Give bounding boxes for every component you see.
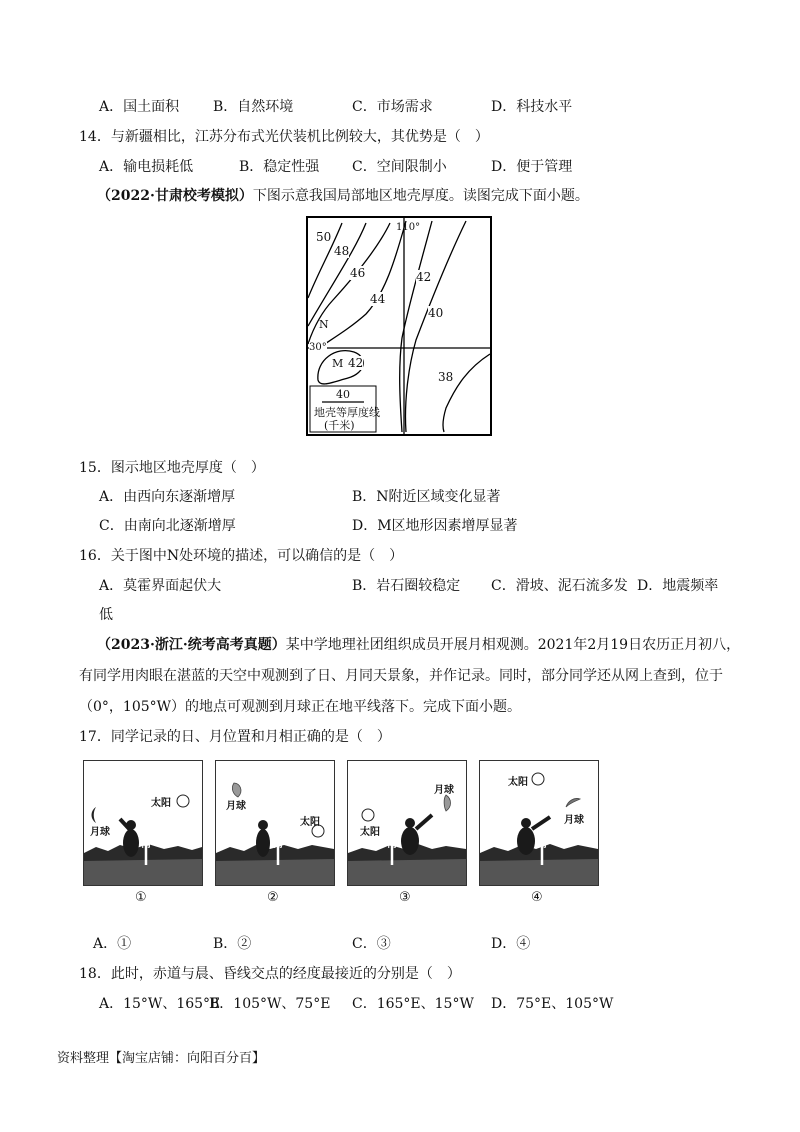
q15-stem: 15．图示地区地壳厚度（ ） — [79, 460, 265, 476]
contour-label-38: 38 — [438, 370, 454, 384]
contour-label-40: 40 — [428, 306, 444, 320]
q14-option-a: A．输电损耗低 — [99, 159, 194, 175]
photo-3-caption: ③ — [399, 890, 411, 905]
intro-1-source: （2022·甘肃校考模拟） — [97, 188, 253, 204]
q18-option-c: C．165°E、15°W — [352, 996, 474, 1012]
contour-40 — [405, 221, 466, 432]
intro-2-source: （2023·浙江·统考高考真题） — [97, 637, 286, 653]
photo-2-sun-label: 太阳 — [300, 817, 320, 828]
q17-option-d: D．④ — [491, 936, 531, 952]
photo-1-moon-label: 月球 — [90, 827, 110, 838]
q14-option-c: C．空间限制小 — [352, 159, 447, 175]
q18-option-d: D．75°E、105°W — [491, 996, 614, 1012]
q14-option-b: B．稳定性强 — [239, 159, 320, 175]
q16-option-a: A．莫霍界面起伏大 — [99, 578, 222, 594]
intro-1 — [97, 186, 589, 206]
q14-option-d: D．便于管理 — [491, 159, 573, 175]
photo-2 — [215, 760, 335, 886]
photo-4-dir-label: 南 — [537, 839, 547, 850]
q18-option-b: B．105°W、75°E — [209, 996, 331, 1012]
photo-4-sun-label: 太阳 — [508, 777, 528, 788]
q16-stem: 16．关于图中N处环境的描述，可以确信的是（ ） — [79, 548, 404, 564]
q15-option-d: D．M区地形因素增厚显著 — [352, 518, 518, 534]
photo-1-caption: ① — [135, 890, 147, 905]
intro-1-text: 下图示意我国局部地区地壳厚度。读图完成下面小题。 — [252, 188, 589, 204]
photo-4-moon-label: 月球 — [564, 815, 584, 826]
q14-stem: 14．与新疆相比，江苏分布式光伏装机比例较大，其优势是（ ） — [79, 129, 489, 145]
q15-option-b: B．N附近区域变化显著 — [352, 489, 501, 505]
photo-2-dir-label: 南 — [273, 839, 283, 850]
page-footer: 资料整理【淘宝店铺：向阳百分百】 — [57, 1051, 266, 1066]
photo-1-dir-label: 南 — [141, 839, 151, 850]
contour-38 — [443, 354, 490, 432]
q18-option-a: A．15°W、165°E — [99, 996, 221, 1012]
q18-stem: 18．此时，赤道与晨、昏线交点的经度最接近的分别是（ ） — [79, 966, 461, 982]
intro-2-line1 — [97, 635, 740, 655]
q16-option-b: B．岩石圈较稳定 — [352, 578, 461, 594]
photo-3-moon-label: 月球 — [434, 785, 454, 796]
q15-option-a: A．由西向东逐渐增厚 — [99, 489, 236, 505]
contour-label-50: 50 — [316, 230, 332, 244]
point-m: M — [332, 357, 344, 370]
photo-1-sun-label: 太阳 — [151, 798, 171, 809]
photo-1 — [83, 760, 203, 886]
photo-2-caption: ② — [267, 890, 279, 905]
intro-2-line3: （0°，105°W）的地点可观测到月球正在地平线落下。完成下面小题。 — [79, 699, 522, 715]
legend-line1: 地壳等厚度线 — [314, 406, 380, 419]
q15-option-c: C．由南向北逐渐增厚 — [99, 518, 236, 534]
q16-option-c: C．滑坡、泥石流多发 — [491, 578, 628, 594]
photo-2-moon-label: 月球 — [226, 801, 246, 812]
contour-label-46: 46 — [350, 266, 366, 280]
point-n: N — [319, 318, 329, 331]
q13-option-c: C．市场需求 — [352, 99, 433, 115]
contour-label-42a: 42 — [416, 270, 432, 284]
legend-value: 40 — [336, 388, 350, 401]
q17-option-a: A．① — [93, 936, 132, 952]
legend-line2: (千米) — [324, 419, 355, 432]
contour-label-48: 48 — [334, 244, 350, 258]
photo-3 — [347, 760, 467, 886]
contour-label-42b: 42 — [348, 356, 364, 370]
q13-option-d: D．科技水平 — [491, 99, 573, 115]
photo-3-sun-label: 太阳 — [360, 827, 380, 838]
photo-4 — [479, 760, 599, 886]
q13-option-a: A．国土面积 — [99, 99, 180, 115]
photo-3-dir-label: 南 — [387, 839, 397, 850]
q17-option-c: C．③ — [352, 936, 391, 952]
q16-option-d: D．地震频率 — [637, 578, 719, 594]
photo-4-caption: ④ — [531, 890, 543, 905]
contour-label-44: 44 — [370, 292, 386, 306]
crust-thickness-map — [306, 216, 492, 436]
q16-option-d-wrap: 低 — [99, 607, 113, 623]
intro-2-text1: 某中学地理社团组织成员开展月相观测。2021年2月19日农历正月初八， — [285, 637, 741, 653]
moon-photo-row — [83, 760, 613, 910]
lon-label: 110° — [396, 222, 421, 233]
q17-stem: 17．同学记录的日、月位置和月相正确的是（ ） — [79, 729, 391, 745]
intro-2-line2: 有同学用肉眼在湛蓝的天空中观测到了日、月同天景象，并作记录。同时，部分同学还从网上查到，位于 — [79, 668, 723, 684]
q13-option-b: B．自然环境 — [213, 99, 294, 115]
q17-option-b: B．② — [213, 936, 252, 952]
lat-label: 30° — [309, 342, 327, 353]
